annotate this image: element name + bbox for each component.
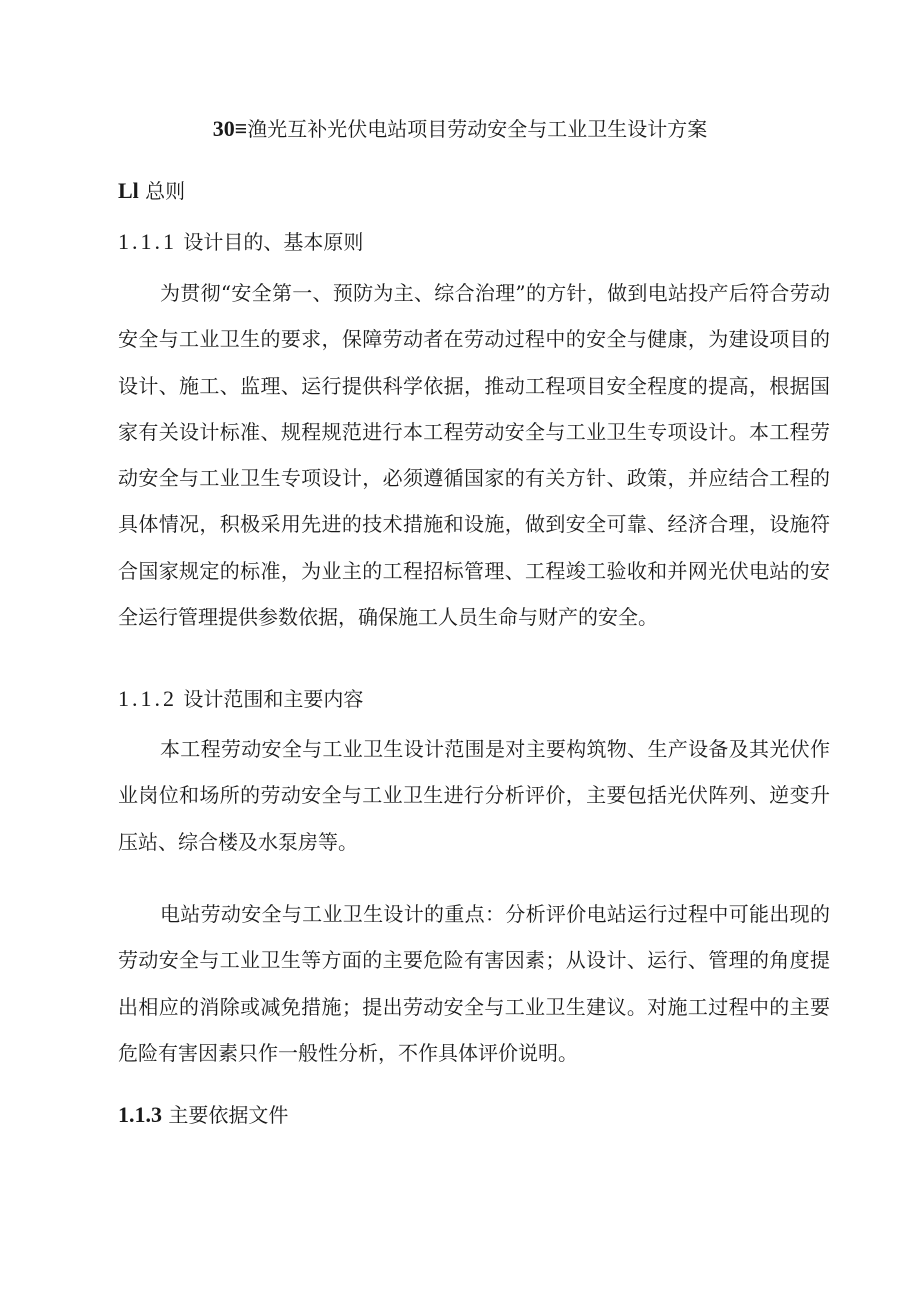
paragraph-focus: 电站劳动安全与工业卫生设计的重点：分析评价电站运行过程中可能出现的劳动安全与工业卫生等方面的主要危险有害因素；从设计、运行、管理的角度提出相应的消除或减免措施；提出劳动安全与工业卫生建议。对施工过程中的主要危险有害因素只作一般性分析，不作具体评价说明。 — [118, 902, 830, 1065]
section-title: 主要依据文件 — [168, 1103, 289, 1127]
section-number: 1.1.3 — [118, 1102, 162, 1127]
section-heading-1 — [118, 176, 185, 206]
section-title: 总则 — [145, 179, 186, 203]
section-title: 设计范围和主要内容 — [183, 687, 364, 711]
paragraph-scope: 本工程劳动安全与工业卫生设计范围是对主要构筑物、生产设备及其光伏作业岗位和场所的劳动安全与工业卫生进行分析评价，主要包括光伏阵列、逆变升压站、综合楼及水泵房等。 — [118, 737, 830, 854]
section-title: 设计目的、基本原则 — [183, 230, 364, 254]
section-number: 1.1.1 — [118, 229, 177, 254]
section-heading-1-1-3 — [118, 1100, 288, 1130]
section-heading-1-1-2 — [118, 684, 363, 714]
paragraph-purpose: 为贯彻“安全第一、预防为主、综合治理”的方针，做到电站投产后符合劳动安全与工业卫生的要求，保障劳动者在劳动过程中的安全与健康，为建设项目的设计、施工、监理、运行提供科学依据，推动工程项目安全程度的提高，根据国家有关设计标准、规程规范进行本工程劳动安全与工业卫生专项设计。本工程劳动安全与工业卫生专项设计，必须遵循国家的有关方针、政策，并应结合工程的具体情况，积极采用先进的技术措施和设施，做到安全可靠、经济合理，设施符合国家规定的标准，为业主的工程招标管理、工程竣工验收和并网光伏电站的安全运行管理提供参数依据，确保施工人员生命与财产的安全。 — [118, 281, 830, 630]
title-text: 渔光互补光伏电站项目劳动安全与工业卫生设计方案 — [247, 117, 708, 141]
section-heading-1-1-1 — [118, 227, 363, 257]
document-title — [0, 114, 920, 144]
section-number: Ll — [118, 178, 139, 203]
section-number: 1.1.2 — [118, 686, 177, 711]
title-number: 30≡ — [212, 116, 248, 141]
